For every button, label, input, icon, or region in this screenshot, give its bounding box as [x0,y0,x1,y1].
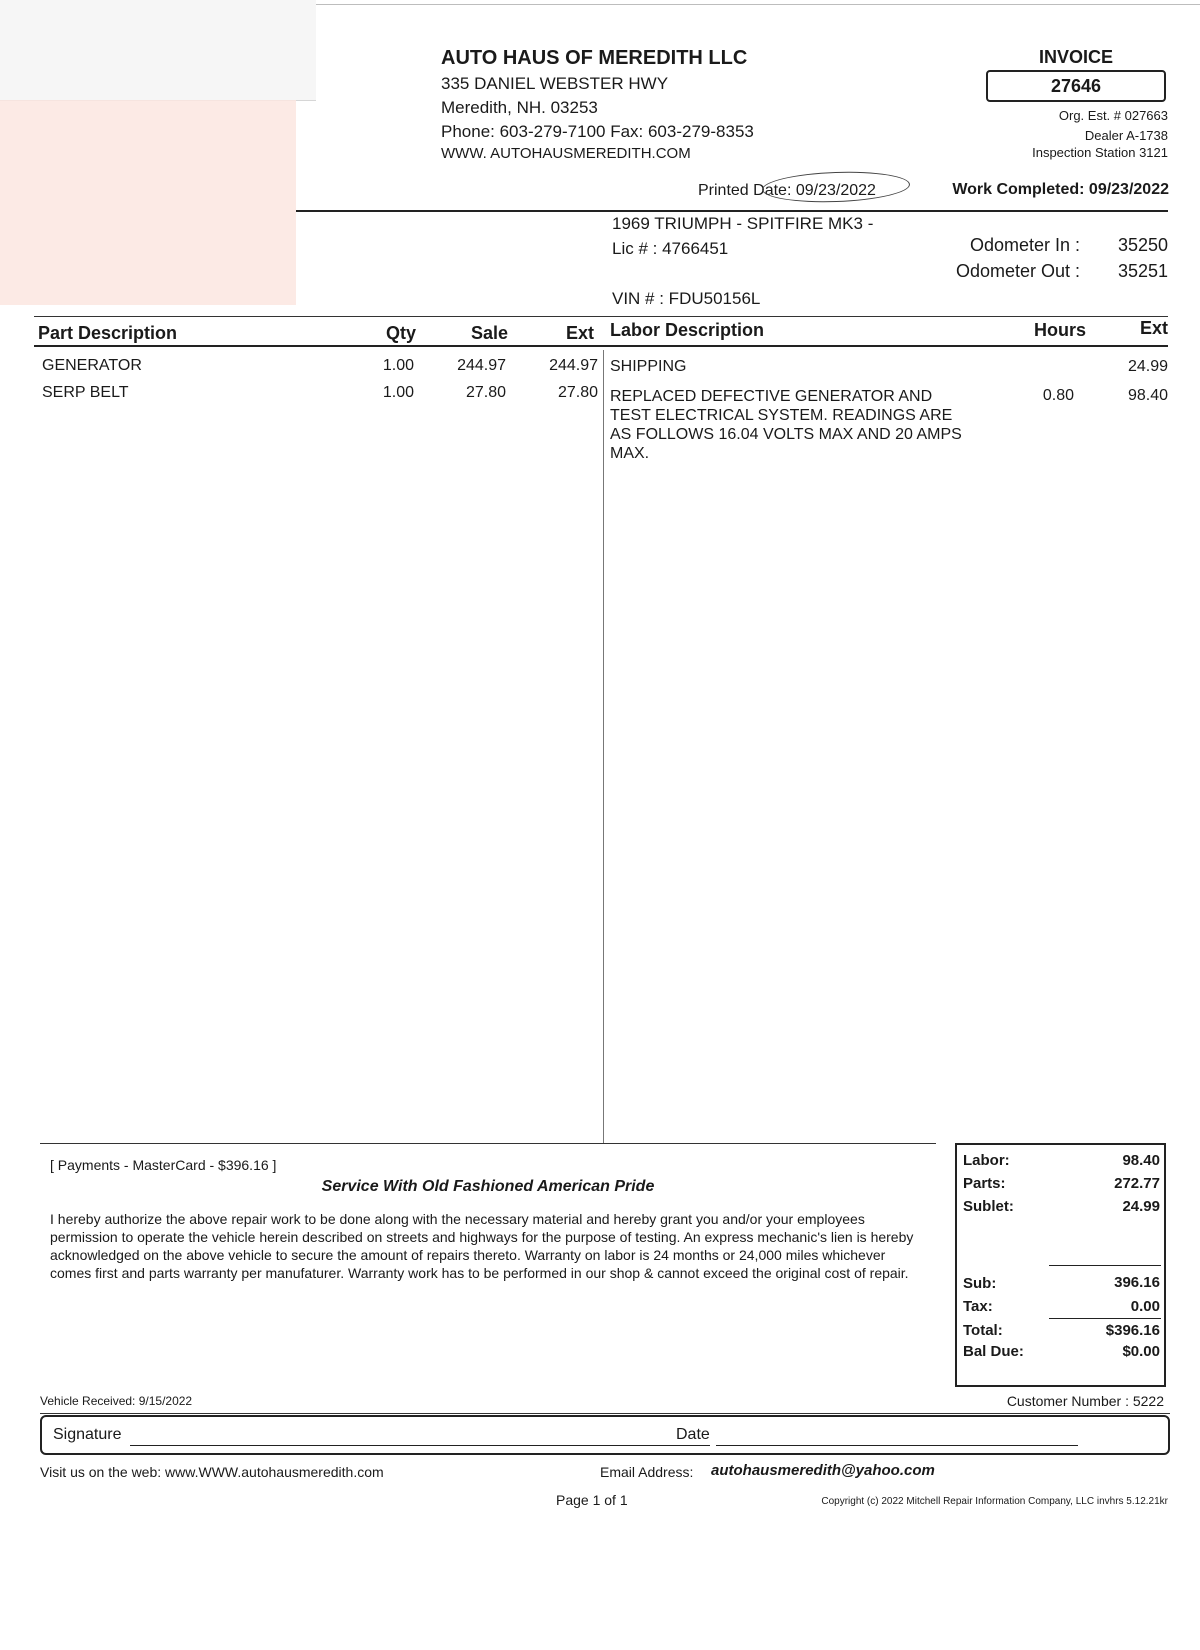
copyright: Copyright (c) 2022 Mitchell Repair Information Company, LLC invhrs 5.12.21kr [821,1496,1168,1507]
payments-note: [ Payments - MasterCard - $396.16 ] [50,1157,277,1173]
labor-header-ext: Ext [1139,318,1168,338]
company-website: WWW. AUTOHAUSMEREDITH.COM [441,145,691,162]
totals-box [955,1143,1166,1387]
labor-ext: 24.99 [1127,358,1168,375]
org-est: Org. Est. # 027663 [1058,108,1168,123]
signature-top-line [40,1413,1170,1414]
scan-artifact-strip [0,0,316,101]
vehicle-description: 1969 TRIUMPH - SPITFIRE MK3 - [612,214,874,233]
grand-total-value: $396.16 [1105,1322,1160,1339]
sub-divider [1049,1265,1161,1266]
slogan: Service With Old Fashioned American Pride [321,1178,655,1195]
balance-due-label: Bal Due: [963,1343,1024,1360]
scan-artifact-patch [0,100,296,305]
dealer-number: Dealer A-1738 [1084,128,1168,143]
table-top-line [34,316,1168,317]
part-ext: 27.80 [557,384,598,401]
company-city: Meredith, NH. 03253 [441,98,598,117]
signature-line[interactable] [130,1445,710,1446]
vehicle-received: Vehicle Received: 9/15/2022 [40,1394,193,1408]
part-qty: 1.00 [382,384,414,401]
company-name: AUTO HAUS OF MEREDITH LLC [441,47,748,69]
part-ext: 244.97 [549,357,598,374]
vin-number: VIN # : FDU50156L [612,289,761,308]
website-footer: Visit us on the web: www.WWW.autohausmeredith.com [40,1464,384,1480]
balance-due-value: $0.00 [1122,1343,1160,1360]
signature-label: Signature [53,1426,122,1443]
odometer-in-value: 35250 [1117,235,1168,255]
parts-header-ext: Ext [565,323,594,343]
sublet-total-value: 24.99 [1122,1198,1160,1215]
license-number: Lic # : 4766451 [612,239,729,258]
part-description: SERP BELT [42,384,129,401]
header-divider [296,210,1168,212]
odometer-out-value: 35251 [1117,261,1168,281]
work-completed-date: Work Completed: 09/23/2022 [952,181,1169,198]
tax-value: 0.00 [1130,1298,1160,1315]
printed-date: Printed Date: 09/23/2022 [698,182,876,199]
parts-header-sale: Sale [470,323,508,343]
customer-number: Customer Number : 5222 [1006,1393,1164,1409]
parts-total-label: Parts: [963,1175,1006,1192]
odometer-in-label: Odometer In : [969,235,1080,255]
email-address[interactable]: autohausmeredith@yahoo.com [711,1462,935,1479]
grand-total-label: Total: [963,1322,1003,1339]
labor-total-label: Labor: [963,1152,1010,1169]
email-label: Email Address: [600,1464,694,1480]
labor-description: REPLACED DEFECTIVE GENERATOR AND TEST ELECTRICAL SYSTEM. READINGS ARE AS FOLLOWS 16.04 VOLTS MAX AND 20 AMPS MAX. [610,388,962,462]
invoice-title: INVOICE [1038,47,1113,67]
date-line[interactable] [716,1445,1078,1446]
labor-header-hours: Hours [1033,320,1086,340]
sub-total-value: 396.16 [1114,1274,1160,1291]
parts-header-qty: Qty [385,323,416,343]
part-sale: 27.80 [465,384,506,401]
company-phone-fax: Phone: 603-279-7100 Fax: 603-279-8353 [441,122,754,141]
invoice-number: 27646 [986,70,1166,102]
page-number: Page 1 of 1 [556,1492,628,1508]
table-column-divider [603,350,604,1143]
sublet-total-label: Sublet: [963,1198,1014,1215]
hand-drawn-circle [762,169,911,204]
date-label: Date [676,1426,710,1443]
total-divider [1049,1318,1161,1319]
tax-label: Tax: [963,1298,993,1315]
parts-header-description: Part Description [38,323,178,343]
labor-header-description: Labor Description [610,320,765,340]
table-header-line [34,345,1168,347]
odometer-out-label: Odometer Out : [955,261,1080,281]
inspection-station: Inspection Station 3121 [1032,145,1168,160]
bottom-section-line [40,1143,936,1144]
top-edge-line [316,4,1200,5]
part-description: GENERATOR [42,357,142,374]
labor-ext: 98.40 [1127,387,1168,404]
labor-hours: 0.80 [1042,387,1074,404]
signature-box[interactable] [40,1415,1170,1455]
labor-total-value: 98.40 [1122,1152,1160,1169]
company-street: 335 DANIEL WEBSTER HWY [441,74,669,93]
part-sale: 244.97 [457,357,506,374]
parts-total-value: 272.77 [1114,1175,1160,1192]
authorization-text: I hereby authorize the above repair work to be done along with the necessary material and hereby grant you and/or your employees permission to operate the vehicle herein described on streets and highways for the purpose of testing. An express mechanic's lien is hereby acknowledged on the above vehicle to secure the amount of repairs thereto. Warranty on labor is 24 months or 24,000 miles whichever comes first and parts warranty per manufaturer. Warranty work has to be performed in our shop & cannot exceed the original cost of repair. [50,1211,914,1281]
sub-total-label: Sub: [963,1275,997,1292]
labor-description: SHIPPING [610,358,687,375]
part-qty: 1.00 [382,357,414,374]
